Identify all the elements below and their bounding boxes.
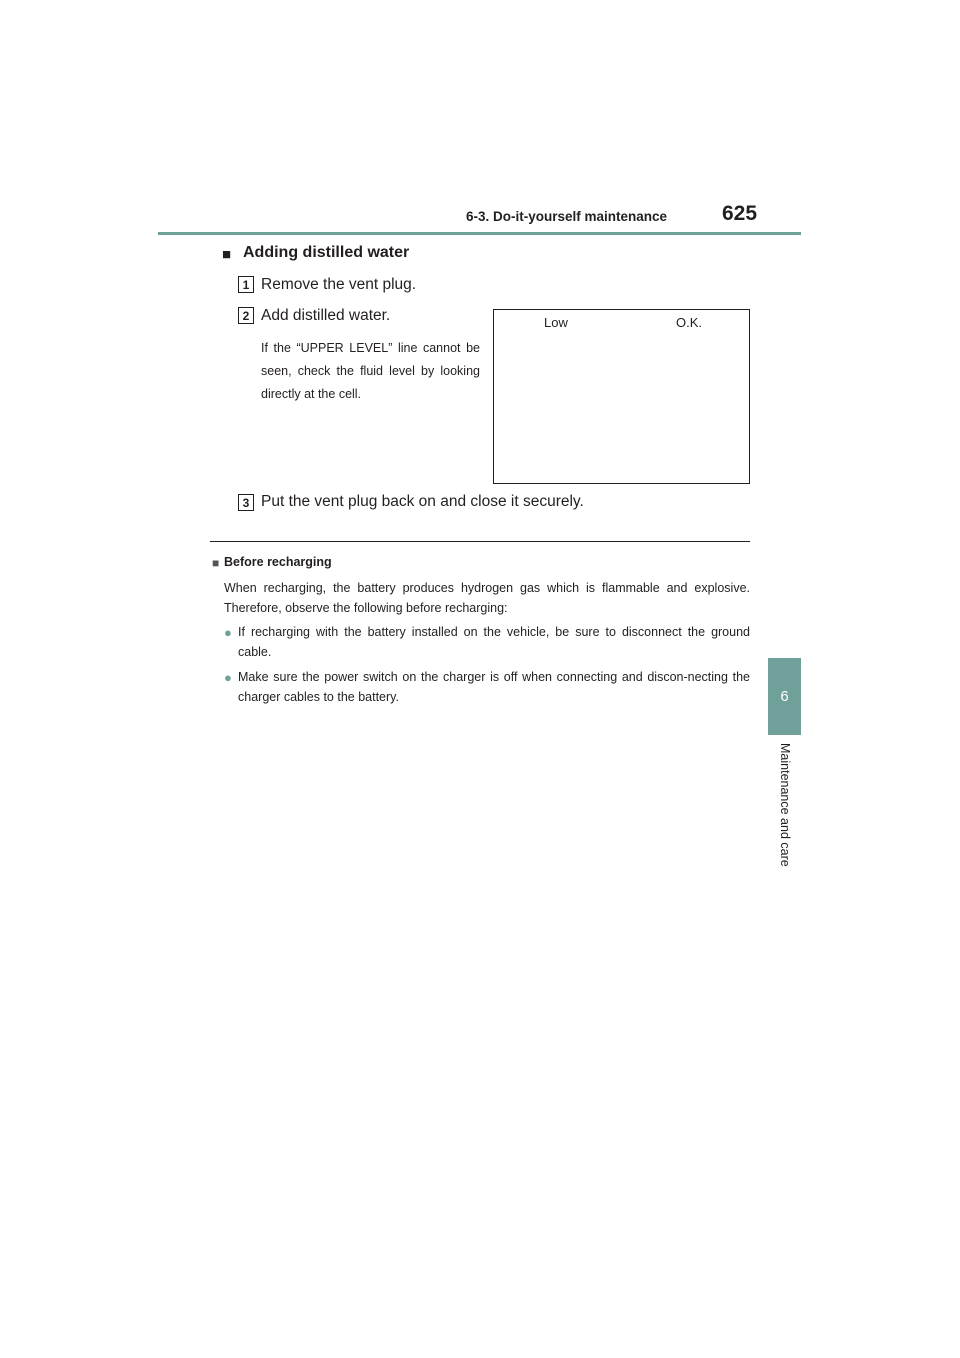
header-section-title: 6-3. Do-it-yourself maintenance [466, 209, 668, 224]
chapter-tab [768, 658, 801, 735]
step-2-badge: 2 [238, 307, 254, 324]
section-heading: Adding distilled water [243, 244, 410, 261]
fluid-level-illustration [493, 309, 750, 484]
bullet-dot-icon: ● [224, 670, 232, 685]
notes-heading: Before recharging [224, 555, 332, 569]
notes-item-1: If recharging with the battery installed on the vehicle, be sure to disconnect the ground cable. [238, 625, 750, 659]
step-2-note: If the “UPPER LEVEL” line cannot be seen, check the fluid level by looking directly at the cell. [261, 341, 480, 401]
notes-bullet: ■ [212, 556, 220, 570]
step-3-text: Put the vent plug back on and close it securely. [261, 493, 584, 510]
step-1-badge: 1 [238, 276, 254, 293]
step-3-badge: 3 [238, 494, 254, 511]
page-number: 625 [722, 202, 758, 225]
chapter-number: 6 [780, 688, 789, 705]
chapter-title-vertical [780, 743, 792, 888]
step-2-text: Add distilled water. [261, 307, 391, 324]
label-ok: O.K. [676, 315, 703, 330]
notes-body: When recharging, the battery produces hydrogen gas which is flammable and explosive. Therefore, observe the following before recharging: [224, 581, 750, 615]
chapter-title: Maintenance and care [778, 743, 792, 867]
step-1-text: Remove the vent plug. [261, 276, 417, 293]
label-low: Low [544, 315, 568, 330]
notes-item-2: Make sure the power switch on the charger is off when connecting and discon-necting the charger cables to the battery. [238, 670, 750, 704]
bullet-dot-icon: ● [224, 625, 232, 640]
header-rule [158, 232, 801, 235]
section-divider [210, 541, 750, 542]
section-bullet: ■ [222, 246, 232, 263]
